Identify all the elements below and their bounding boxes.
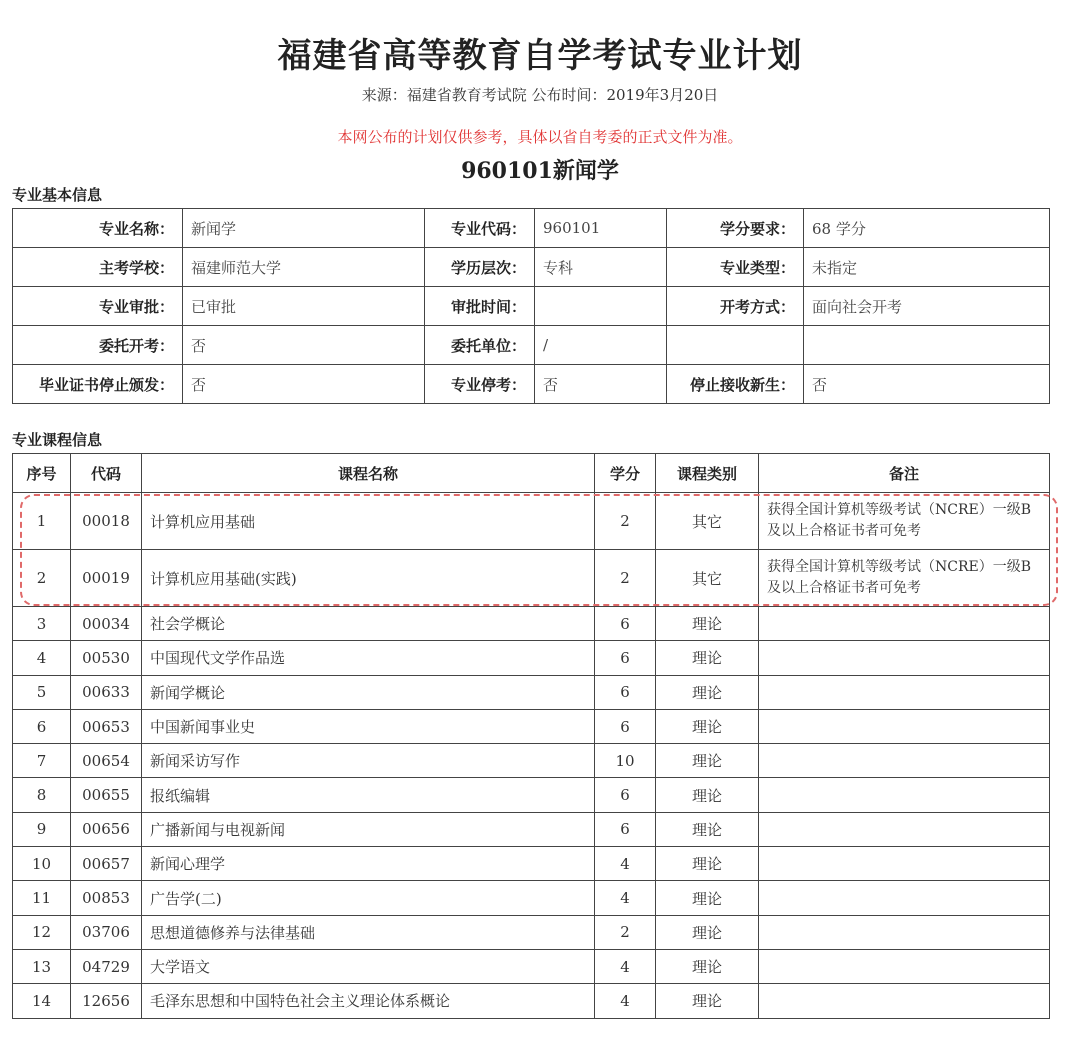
course-name: 计算机应用基础 [142, 493, 595, 550]
header-credit: 学分 [595, 454, 656, 493]
basic-info-table [12, 208, 1050, 404]
info-label: 审批时间： [425, 287, 535, 326]
course-name: 思想道德修养与法律基础 [142, 915, 595, 949]
course-no: 6 [13, 709, 71, 743]
course-note [759, 915, 1050, 949]
course-no: 4 [13, 641, 71, 675]
course-no: 10 [13, 847, 71, 881]
course-code: 12656 [71, 984, 142, 1018]
course-name: 中国现代文学作品选 [142, 641, 595, 675]
table-row [13, 881, 1050, 915]
table-row [13, 744, 1050, 778]
table-row [13, 493, 1050, 550]
info-label: 专业停考： [425, 365, 535, 404]
course-no: 2 [13, 550, 71, 607]
table-row [13, 812, 1050, 846]
info-value: 专科 [535, 248, 667, 287]
table-row [13, 847, 1050, 881]
course-code: 03706 [71, 915, 142, 949]
info-value [535, 287, 667, 326]
course-type: 其它 [656, 493, 759, 550]
course-name: 社会学概论 [142, 607, 595, 641]
course-note [759, 675, 1050, 709]
course-code: 00853 [71, 881, 142, 915]
table-row [13, 778, 1050, 812]
info-label: 学分要求： [667, 209, 804, 248]
course-note [759, 847, 1050, 881]
course-name: 广告学(二) [142, 881, 595, 915]
course-name: 毛泽东思想和中国特色社会主义理论体系概论 [142, 984, 595, 1018]
basic-info-section-title: 专业基本信息 [12, 186, 103, 204]
info-value: 未指定 [804, 248, 1050, 287]
course-credit: 2 [595, 493, 656, 550]
course-code: 00654 [71, 744, 142, 778]
info-row [13, 365, 1050, 404]
table-row [13, 607, 1050, 641]
info-value: 面向社会开考 [804, 287, 1050, 326]
course-type: 理论 [656, 709, 759, 743]
info-label: 专业类型： [667, 248, 804, 287]
course-code: 00657 [71, 847, 142, 881]
course-credit: 4 [595, 847, 656, 881]
course-note [759, 984, 1050, 1018]
source-line: 来源：福建省教育考试院 公布时间：2019年3月20日 [361, 86, 719, 104]
info-row [13, 248, 1050, 287]
course-code: 00018 [71, 493, 142, 550]
course-note [759, 607, 1050, 641]
course-no: 13 [13, 949, 71, 983]
course-note [759, 744, 1050, 778]
course-no: 11 [13, 881, 71, 915]
course-type: 理论 [656, 949, 759, 983]
course-name: 广播新闻与电视新闻 [142, 812, 595, 846]
course-name: 大学语文 [142, 949, 595, 983]
table-row [13, 550, 1050, 607]
course-type: 理论 [656, 881, 759, 915]
course-name: 报纸编辑 [142, 778, 595, 812]
table-row [13, 709, 1050, 743]
table-row [13, 641, 1050, 675]
course-code: 00019 [71, 550, 142, 607]
course-no: 8 [13, 778, 71, 812]
course-no: 12 [13, 915, 71, 949]
header-note: 备注 [759, 454, 1050, 493]
course-no: 9 [13, 812, 71, 846]
course-code: 00034 [71, 607, 142, 641]
course-credit: 2 [595, 550, 656, 607]
info-value: 否 [183, 326, 425, 365]
course-no: 7 [13, 744, 71, 778]
info-value: 960101 [535, 209, 667, 248]
course-note [759, 949, 1050, 983]
course-name: 新闻学概论 [142, 675, 595, 709]
course-credit: 10 [595, 744, 656, 778]
info-label: 专业审批： [13, 287, 183, 326]
course-code: 00653 [71, 709, 142, 743]
info-value: 68 学分 [804, 209, 1050, 248]
course-note [759, 881, 1050, 915]
course-credit: 6 [595, 641, 656, 675]
course-note: 获得全国计算机等级考试（NCRE）一级B及以上合格证书者可免考 [759, 493, 1050, 550]
course-credit: 6 [595, 778, 656, 812]
course-credit: 6 [595, 675, 656, 709]
info-value: 否 [535, 365, 667, 404]
course-note [759, 709, 1050, 743]
info-label: 毕业证书停止颁发： [13, 365, 183, 404]
course-code: 04729 [71, 949, 142, 983]
course-no: 5 [13, 675, 71, 709]
info-value [804, 326, 1050, 365]
info-value: 福建师范大学 [183, 248, 425, 287]
course-credit: 2 [595, 915, 656, 949]
course-credit: 4 [595, 949, 656, 983]
info-row [13, 287, 1050, 326]
table-row [13, 915, 1050, 949]
course-name: 新闻心理学 [142, 847, 595, 881]
course-no: 3 [13, 607, 71, 641]
course-no: 14 [13, 984, 71, 1018]
table-row [13, 949, 1050, 983]
course-name: 新闻采访写作 [142, 744, 595, 778]
info-value: 否 [804, 365, 1050, 404]
course-type: 理论 [656, 984, 759, 1018]
info-value: 已审批 [183, 287, 425, 326]
course-note [759, 778, 1050, 812]
course-note [759, 641, 1050, 675]
course-credit: 6 [595, 812, 656, 846]
course-credit: 4 [595, 984, 656, 1018]
info-label: 停止接收新生： [667, 365, 804, 404]
info-label: 主考学校： [13, 248, 183, 287]
course-table [12, 453, 1050, 1019]
info-label: 学历层次： [425, 248, 535, 287]
course-type: 理论 [656, 607, 759, 641]
course-name: 计算机应用基础(实践) [142, 550, 595, 607]
info-value: 否 [183, 365, 425, 404]
course-credit: 6 [595, 709, 656, 743]
course-type: 理论 [656, 812, 759, 846]
info-label: 委托单位： [425, 326, 535, 365]
info-label [667, 326, 804, 365]
info-value: 新闻学 [183, 209, 425, 248]
course-code: 00530 [71, 641, 142, 675]
page-title: 福建省高等教育自学考试专业计划 [277, 36, 803, 76]
info-label: 专业代码： [425, 209, 535, 248]
course-type: 理论 [656, 915, 759, 949]
course-credit: 4 [595, 881, 656, 915]
course-no: 1 [13, 493, 71, 550]
course-type: 理论 [656, 778, 759, 812]
info-row [13, 326, 1050, 365]
course-header-row [13, 454, 1050, 493]
course-credit: 6 [595, 607, 656, 641]
course-note: 获得全国计算机等级考试（NCRE）一级B及以上合格证书者可免考 [759, 550, 1050, 607]
info-label: 开考方式： [667, 287, 804, 326]
course-info-section-title: 专业课程信息 [12, 431, 103, 449]
header-code: 代码 [71, 454, 142, 493]
course-name: 中国新闻事业史 [142, 709, 595, 743]
course-type: 理论 [656, 641, 759, 675]
notice-text: 本网公布的计划仅供参考，具体以省自考委的正式文件为准。 [337, 128, 743, 146]
header-name: 课程名称 [142, 454, 595, 493]
course-type: 理论 [656, 847, 759, 881]
course-code: 00655 [71, 778, 142, 812]
header-no: 序号 [13, 454, 71, 493]
course-code: 00656 [71, 812, 142, 846]
course-code: 00633 [71, 675, 142, 709]
table-row [13, 984, 1050, 1018]
info-value: / [535, 326, 667, 365]
info-row [13, 209, 1050, 248]
header-type: 课程类别 [656, 454, 759, 493]
info-label: 专业名称： [13, 209, 183, 248]
course-type: 其它 [656, 550, 759, 607]
info-label: 委托开考： [13, 326, 183, 365]
course-type: 理论 [656, 675, 759, 709]
course-note [759, 812, 1050, 846]
major-title: 960101新闻学 [461, 158, 619, 184]
table-row [13, 675, 1050, 709]
course-type: 理论 [656, 744, 759, 778]
